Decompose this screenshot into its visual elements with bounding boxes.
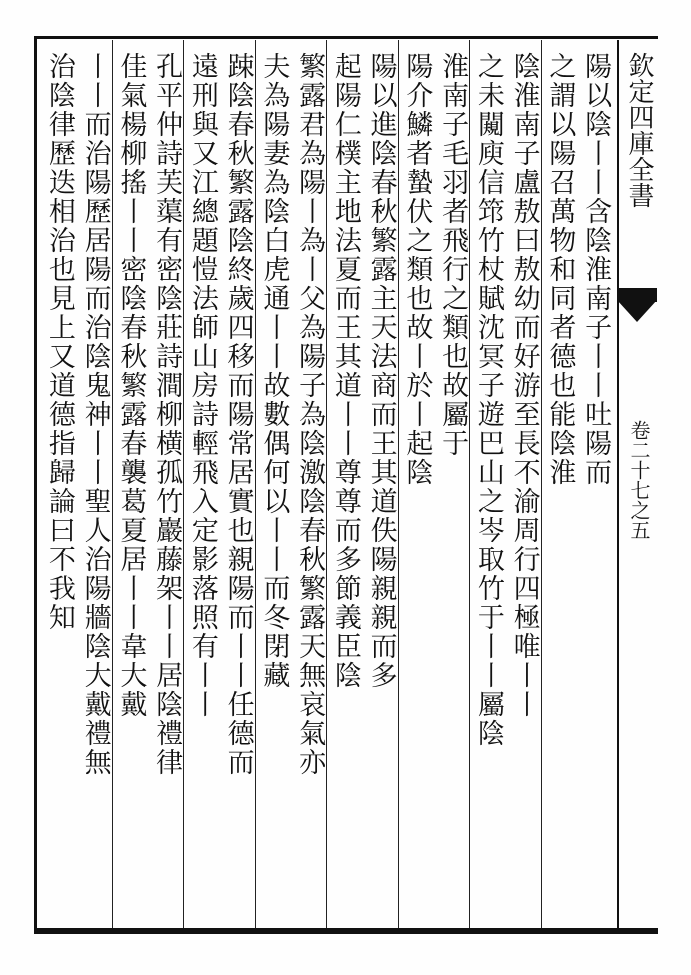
text-column-10: 夫為陽妻為陰白虎通丨丨故數偶何以丨丨而冬閉藏	[258, 52, 290, 690]
book-title: 欽定四庫全書	[624, 52, 654, 208]
text-column-13: 孔平仲詩芙蕖有密陰莊詩澗柳横孤竹巖藤架丨丨居陰禮律	[151, 52, 183, 777]
text-column-16: 治陰律歷迭相治也見上又道德指歸論曰不我知	[43, 52, 75, 632]
text-column-1: 陽以陰丨丨含陰淮南子丨丨吐陽而	[580, 52, 612, 487]
fish-tail-mark	[617, 300, 657, 322]
text-column-15: 丨丨而治陽歷居陽而治陰鬼神丨丨聖人治陽牆陰大戴禮無	[79, 52, 111, 777]
column-rule	[469, 40, 470, 928]
text-column-11: 踈陰春秋繁露陰終歲四移而陽常居實也親陽而丨丨任德而	[222, 52, 254, 777]
text-column-9: 繁露君為陽丨為丨父為陽子為陰激陰春秋繁露天無哀氣亦	[294, 52, 326, 777]
text-column-14: 佳氣楊柳搖丨丨密陰春秋繁露春襲葛夏居丨丨韋大戴	[115, 52, 147, 719]
text-column-7: 陽以進陰春秋繁露主天法商而王其道佚陽親親而多	[365, 52, 397, 690]
text-column-2: 之謂以陽召萬物和同者德也能陰淮	[544, 52, 576, 487]
volume-label: 卷二十七之五	[627, 420, 651, 540]
text-column-3: 陰淮南子盧敖曰敖幼而好游至長不渝周行四極唯丨丨	[508, 52, 540, 719]
text-column-5: 淮南子毛羽者飛行之類也故屬于	[437, 52, 469, 458]
column-rule	[398, 40, 399, 928]
text-column-6: 陽介鱗者蟄伏之類也故丨於丨起陰	[401, 52, 433, 487]
column-rule	[541, 40, 542, 928]
column-rule	[183, 40, 184, 928]
column-rule	[255, 40, 256, 928]
column-rule	[326, 40, 327, 928]
margin-divider	[617, 40, 619, 928]
frame-bottom-border	[34, 928, 658, 933]
text-column-4: 之未闚庾信筇竹杖賦沈冥子遊巴山之岑取竹于丨丨屬陰	[472, 52, 504, 748]
column-rule	[112, 40, 113, 928]
text-column-8: 起陽仁樸主地法夏而王其道丨丨尊尊而多節義臣陰	[329, 52, 361, 690]
text-column-12: 遠刑與又江總題愷法師山房詩輕飛入定影落照有丨丨	[186, 52, 218, 719]
